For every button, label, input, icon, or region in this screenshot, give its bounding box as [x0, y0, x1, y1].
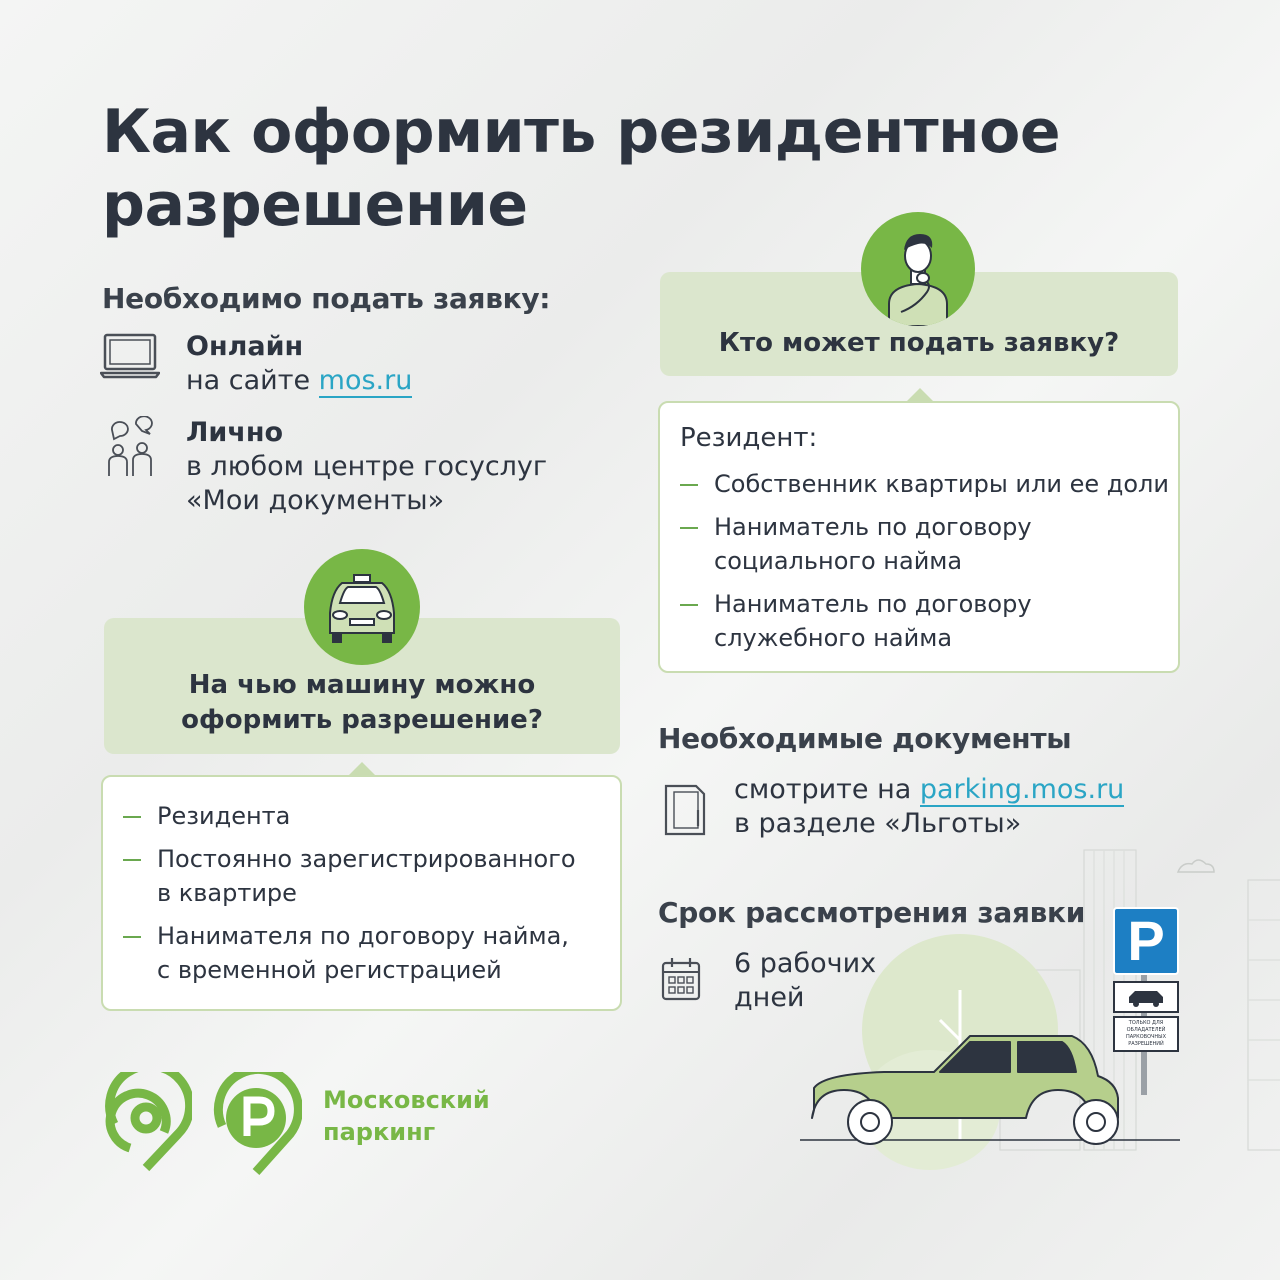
who-card [658, 401, 1180, 673]
title-line-2: разрешение [102, 170, 528, 240]
logo-text [323, 1084, 490, 1148]
docs-text [734, 773, 1124, 841]
car-question-line-2: оформить разрешение? [181, 705, 543, 735]
logo-line-2: паркинг [323, 1118, 436, 1146]
term-heading: Срок рассмотрения заявки [658, 896, 1086, 929]
apply-online [186, 330, 412, 398]
title-line-1: Как оформить резидентное [102, 97, 1061, 167]
parking-sign: P [1113, 907, 1179, 975]
term-line-2: дней [734, 982, 805, 1013]
online-title: Онлайн [186, 331, 304, 362]
list-item: Собственник квартиры или ее доли [680, 467, 1169, 501]
logo-line-1: Московский [323, 1086, 490, 1114]
docs-heading: Необходимые документы [658, 722, 1072, 755]
list-item: Наниматель по договору служебного найма [680, 587, 1169, 655]
apply-in-person [186, 416, 547, 518]
thinking-person-illustration [861, 212, 975, 326]
car-question-line-1: На чью машину можно [188, 670, 536, 700]
person-line-1: в любом центре госуслуг [186, 451, 548, 482]
online-text: на сайте [186, 365, 319, 396]
car-front-illustration [304, 549, 420, 665]
list-item: Нанимателя по договору найма, с временной регистрацией [123, 919, 576, 987]
term-line-1: 6 рабочих [734, 948, 877, 979]
laptop-icon [100, 332, 160, 380]
calendar-icon [660, 955, 702, 1003]
list-item: Постоянно зарегистрированного в квартире [123, 842, 576, 910]
person-title: Лично [186, 417, 284, 448]
sign-plate: ТОЛЬКО ДЛЯ ОБЛАДАТЕЛЕЙ ПАРКОВОЧНЫХ РАЗРЕШЕНИЙ [1113, 1016, 1179, 1052]
person-line-2: «Мои документы» [186, 485, 445, 516]
parking-mos-ru-link[interactable]: parking.mos.ru [919, 774, 1125, 805]
car-tablet-icon [1113, 981, 1179, 1013]
apply-heading: Необходимо подать заявку: [102, 282, 551, 315]
street-illustration [800, 840, 1280, 1180]
mos-ru-link[interactable]: mos.ru [318, 365, 413, 396]
docs-text-2: в разделе «Льготы» [734, 808, 1022, 839]
people-chat-icon [104, 416, 158, 478]
parking-logo-icon [210, 1072, 302, 1176]
moscow-logo-icon [100, 1072, 192, 1176]
who-pointer [906, 388, 934, 402]
car-card [101, 775, 622, 1011]
docs-text-1: смотрите на [734, 774, 920, 805]
list-item: Наниматель по договору социального найма [680, 510, 1169, 578]
list-item: Резидента [123, 799, 576, 833]
document-icon [662, 782, 708, 838]
who-question: Кто может подать заявку? [718, 328, 1120, 358]
resident-label: Резидент: [680, 423, 818, 453]
car-pointer [348, 762, 376, 776]
